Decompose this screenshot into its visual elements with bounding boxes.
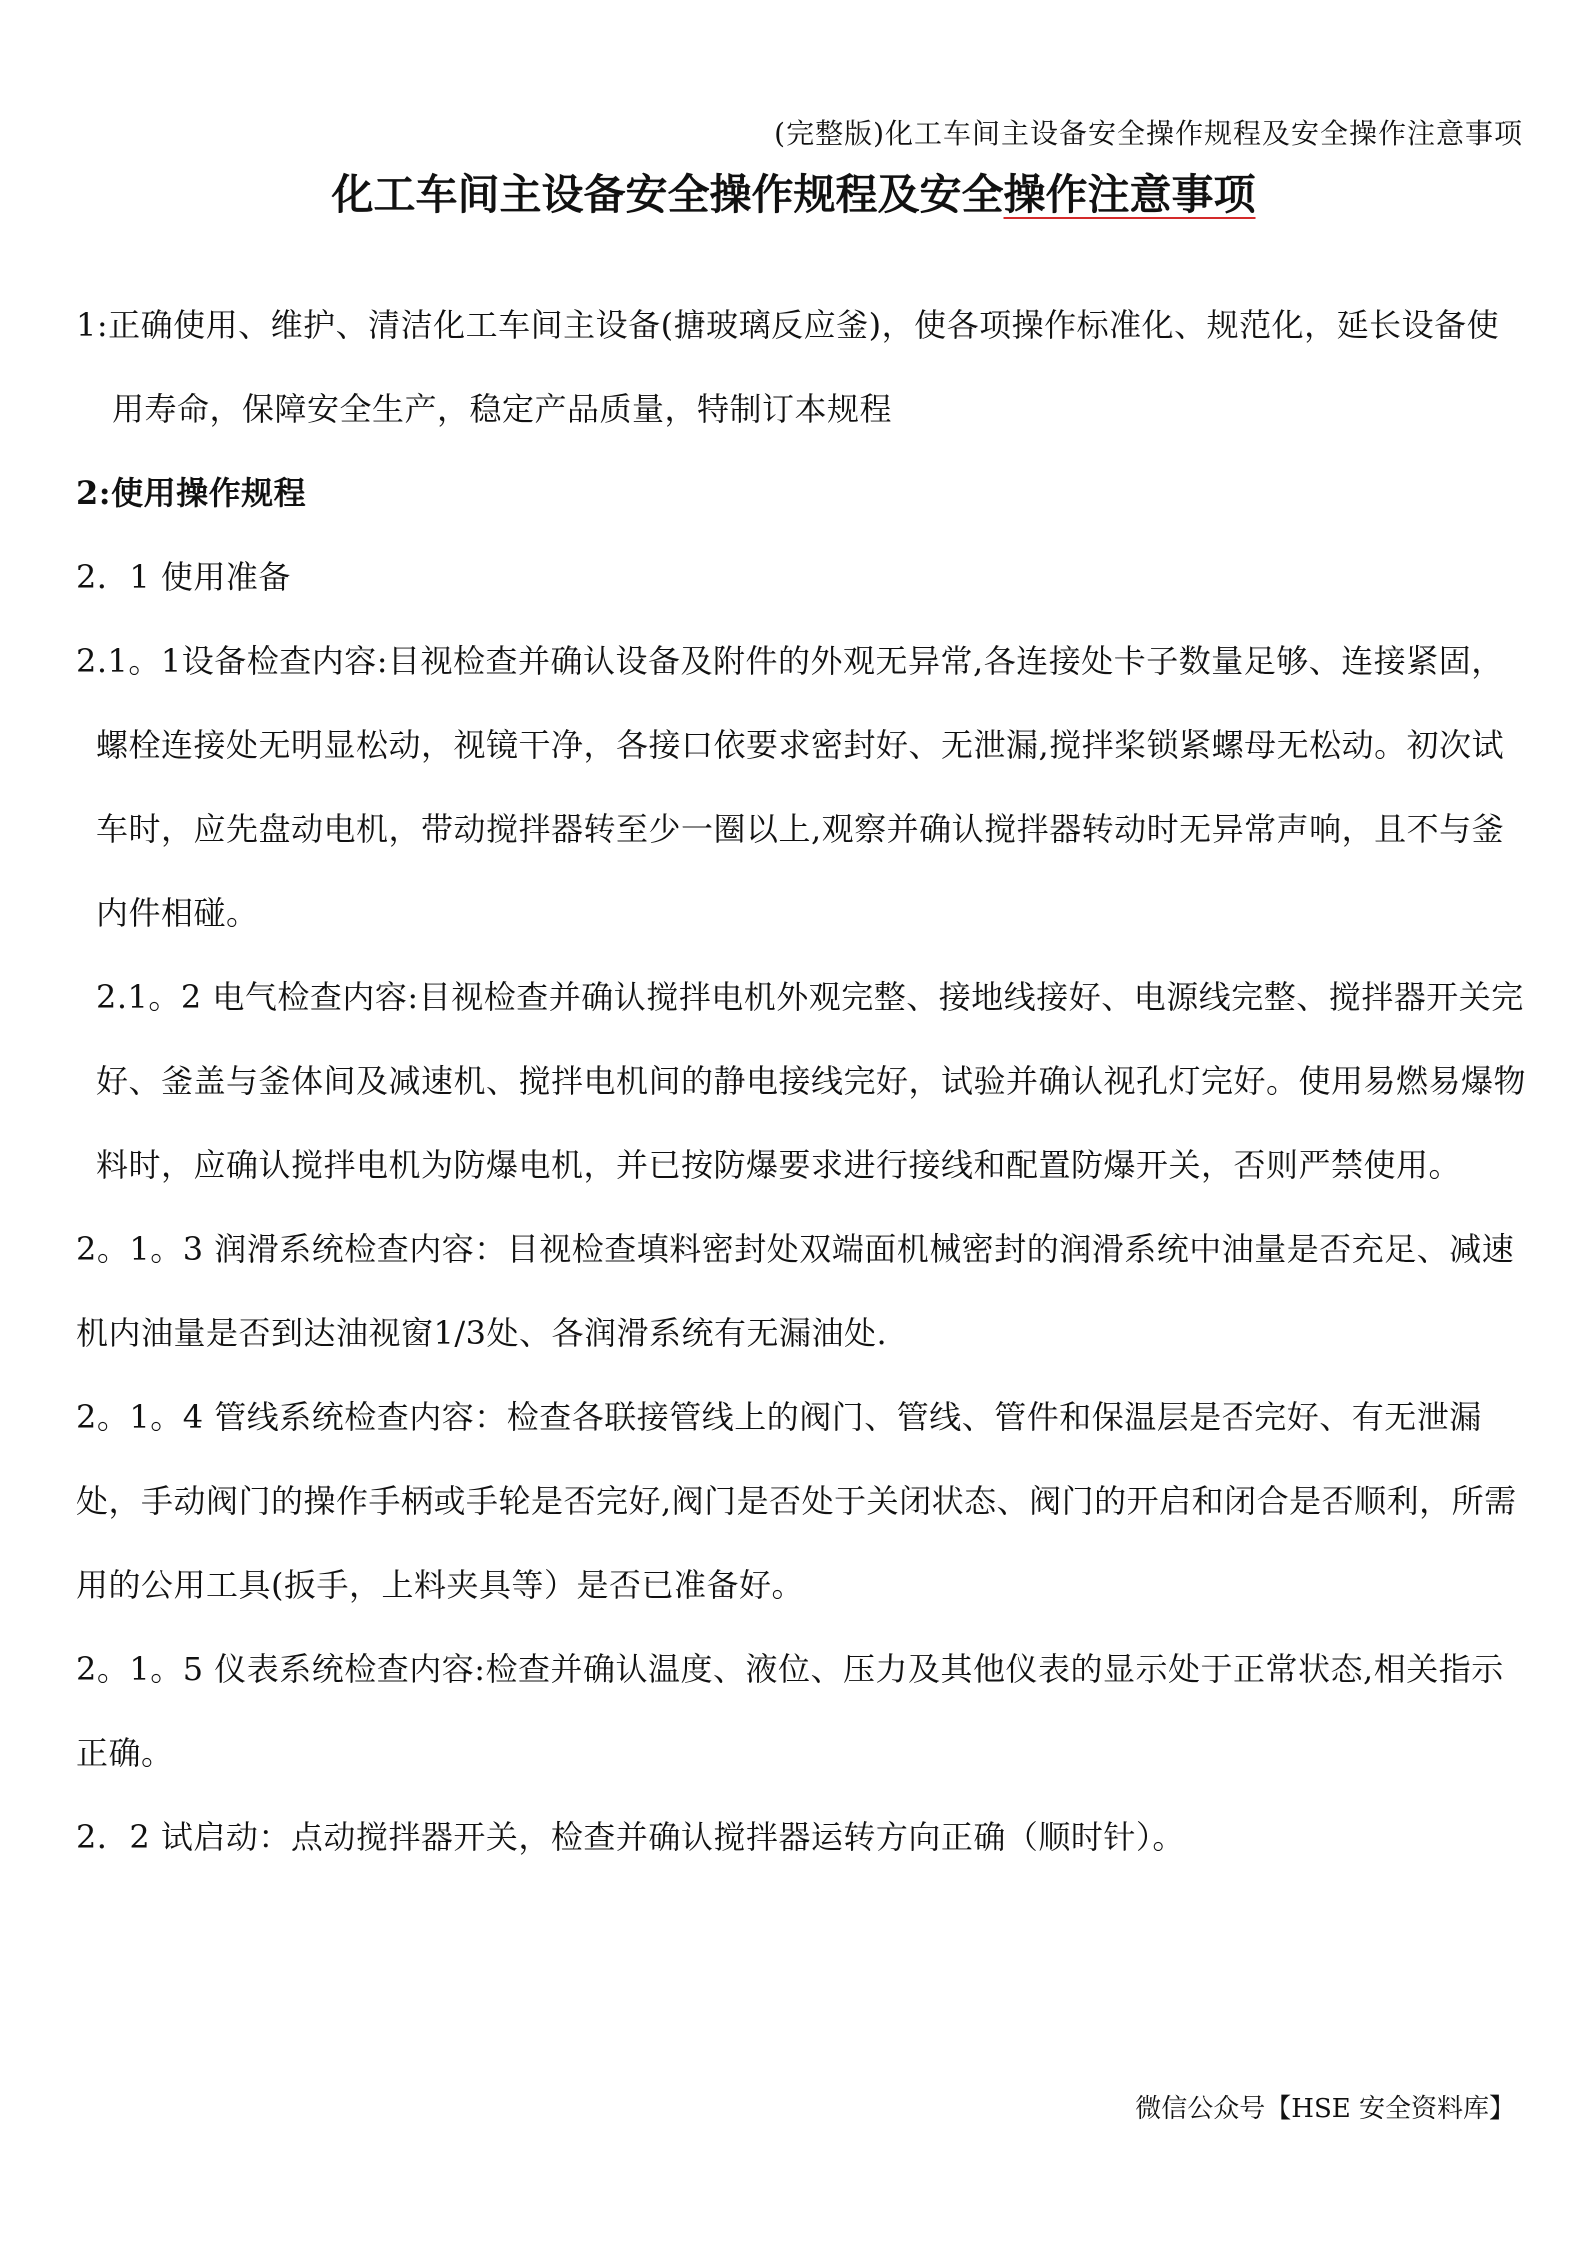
section-2-1-4-paragraph: 2。1。4 管线系统检查内容：检查各联接管线上的阀门、管线、管件和保温层是否完好、有无泄漏处，手动阀门的操作手柄或手轮是否完好,阀门是否处于关闭状态、阀门的开启和闭合是否顺利，所需用的公用工具(扳手，上料夹具等）是否已准备好。 [76, 1398, 1517, 1604]
section-2-1-3-paragraph: 2。1。3 润滑系统检查内容：目视检查填料密封处双端面机械密封的润滑系统中油量是否充足、减速机内油量是否到达油视窗1/3处、各润滑系统有无漏油处. [76, 1230, 1515, 1352]
section-2-1-5-paragraph: 2。1。5 仪表系统检查内容:检查并确认温度、液位、压力及其他仪表的显示处于正常状态,相关指示正确。 [76, 1650, 1504, 1772]
title-main: 化工车间主设备安全操作规程及安全 [331, 170, 1004, 219]
title-underlined-part: 操作注意事项 [1003, 170, 1256, 219]
section-2-1-heading: 2．1 使用准备 [76, 558, 291, 596]
footer-source: 微信公众号【HSE 安全资料库】 [1135, 2094, 1515, 2124]
document-body [76, 283, 1528, 1879]
section-2-2-paragraph: 2．2 试启动：点动搅拌器开关，检查并确认搅拌器运转方向正确（顺时针）。 [76, 1818, 1185, 1856]
section-2-1-2-paragraph: 2.1。2 电气检查内容:目视检查并确认搅拌电机外观完整、接地线接好、电源线完整、搅拌器开关完好、釜盖与釜体间及减速机、搅拌电机间的静电接线完好，试验并确认视孔灯完好。使用易燃易爆物料时，应确认搅拌电机为防爆电机，并已按防爆要求进行接线和配置防爆开关，否则严禁使用。 [96, 978, 1527, 1184]
document-title [0, 162, 1587, 228]
running-header: (完整版)化工车间主设备安全操作规程及安全操作注意事项 [774, 117, 1523, 150]
section-2-1-1-paragraph: 2.1。1设备检查内容:目视检查并确认设备及附件的外观无异常,各连接处卡子数量足够、连接紧固，螺栓连接处无明显松动，视镜干净，各接口依要求密封好、无泄漏,搅拌桨锁紧螺母无松动。初次试车时，应先盘动电机，带动搅拌器转至少一圈以上,观察并确认搅拌器转动时无异常声响，且不与釜内件相碰。 [76, 642, 1505, 932]
section-1-paragraph: 1:正确使用、维护、清洁化工车间主设备(搪玻璃反应釜)，使各项操作标准化、规范化，延长设备使用寿命，保障安全生产，稳定产品质量，特制订本规程 [76, 306, 1500, 428]
section-2-heading: 2:使用操作规程 [76, 474, 307, 512]
